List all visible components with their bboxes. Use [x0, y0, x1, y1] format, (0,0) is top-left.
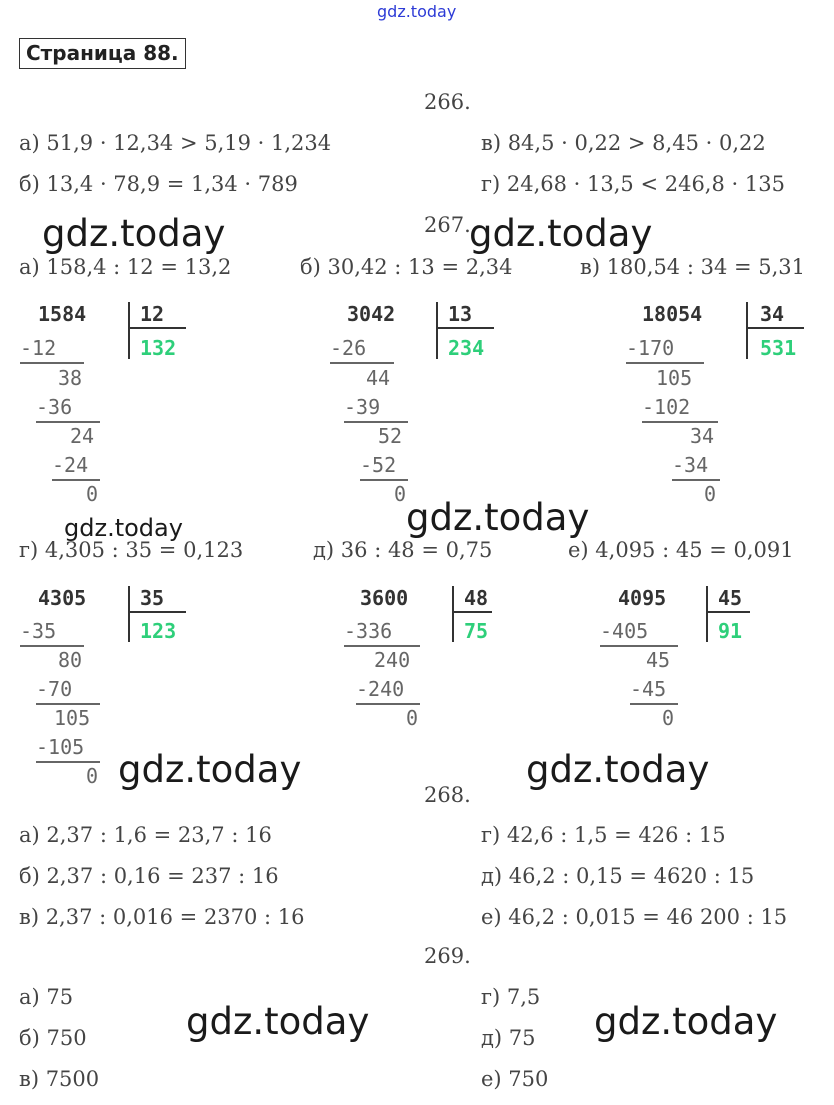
subtrahend: -170 [626, 336, 675, 360]
remainder: 0 [86, 482, 99, 506]
subtrahend: -45 [630, 677, 667, 701]
remainder: 0 [86, 764, 99, 788]
divisor: 48 [464, 586, 489, 610]
ex267-v: в) 180,54 : 34 = 5,31 [580, 255, 806, 279]
subtrahend: -12 [20, 336, 57, 360]
quotient: 132 [140, 336, 177, 360]
exercise-267-number: 267. [424, 213, 471, 237]
divisor: 12 [140, 302, 165, 326]
ex267-e: е) 4,095 : 45 = 0,091 [568, 538, 794, 562]
quotient: 234 [448, 336, 485, 360]
remainder: 52 [378, 424, 403, 448]
remainder: 80 [58, 648, 83, 672]
remainder: 0 [704, 482, 717, 506]
subtrahend: -36 [36, 395, 73, 419]
remainder: 105 [54, 706, 91, 730]
ex267-g: г) 4,305 : 35 = 0,123 [19, 538, 244, 562]
subtrahend: -52 [360, 453, 397, 477]
divisor: 34 [760, 302, 785, 326]
ex268-a: а) 2,37 : 1,6 = 23,7 : 16 [19, 823, 272, 847]
subtrahend: -70 [36, 677, 73, 701]
ex266-v: в) 84,5 · 0,22 > 8,45 · 0,22 [481, 131, 766, 155]
ex267-b: б) 30,42 : 13 = 2,34 [300, 255, 513, 279]
ex269-e: е) 750 [481, 1067, 549, 1091]
watermark: gdz.today [469, 212, 653, 255]
exercise-266-number: 266. [424, 90, 471, 114]
ex266-a: а) 51,9 · 12,34 > 5,19 · 1,234 [19, 131, 332, 155]
remainder: 0 [406, 706, 419, 730]
subtrahend: -336 [344, 619, 393, 643]
top-watermark: gdz.today [377, 2, 457, 21]
ex267-d: д) 36 : 48 = 0,75 [313, 538, 493, 562]
watermark: gdz.today [186, 1000, 370, 1043]
divisor: 13 [448, 302, 473, 326]
dividend: 3600 [360, 586, 409, 610]
ex266-g: г) 24,68 · 13,5 < 246,8 · 135 [481, 172, 785, 196]
ex266-b: б) 13,4 · 78,9 = 1,34 · 789 [19, 172, 298, 196]
remainder: 45 [646, 648, 671, 672]
exercise-269-number: 269. [424, 944, 471, 968]
ex268-v: в) 2,37 : 0,016 = 2370 : 16 [19, 905, 305, 929]
ex268-d: д) 46,2 : 0,15 = 4620 : 15 [481, 864, 755, 888]
subtrahend: -240 [356, 677, 405, 701]
dividend: 1584 [38, 302, 87, 326]
divisor: 35 [140, 586, 165, 610]
subtrahend: -39 [344, 395, 381, 419]
ex267-a: а) 158,4 : 12 = 13,2 [19, 255, 232, 279]
quotient: 531 [760, 336, 797, 360]
exercise-268-number: 268. [424, 783, 471, 807]
subtrahend: -24 [52, 453, 89, 477]
ex268-b: б) 2,37 : 0,16 = 237 : 16 [19, 864, 279, 888]
watermark: gdz.today [42, 212, 226, 255]
quotient: 75 [464, 619, 489, 643]
ex268-e: е) 46,2 : 0,015 = 46 200 : 15 [481, 905, 788, 929]
ex268-g: г) 42,6 : 1,5 = 426 : 15 [481, 823, 726, 847]
remainder: 44 [366, 366, 391, 390]
remainder: 0 [662, 706, 675, 730]
ex269-g: г) 7,5 [481, 985, 541, 1009]
remainder: 0 [394, 482, 407, 506]
subtrahend: -105 [36, 735, 85, 759]
dividend: 18054 [642, 302, 703, 326]
quotient: 123 [140, 619, 177, 643]
remainder: 240 [374, 648, 411, 672]
dividend: 4305 [38, 586, 87, 610]
page-title: Страница 88. [19, 38, 186, 69]
dividend: 4095 [618, 586, 667, 610]
remainder: 24 [70, 424, 95, 448]
divisor: 45 [718, 586, 743, 610]
subtrahend: -35 [20, 619, 57, 643]
watermark: gdz.today [406, 496, 590, 539]
subtrahend: -34 [672, 453, 709, 477]
watermark: gdz.today [526, 748, 710, 791]
remainder: 105 [656, 366, 693, 390]
watermark: gdz.today [594, 1000, 778, 1043]
ex269-a: а) 75 [19, 985, 74, 1009]
watermark: gdz.today [64, 514, 183, 542]
dividend: 3042 [347, 302, 396, 326]
subtrahend: -26 [330, 336, 367, 360]
watermark: gdz.today [118, 748, 302, 791]
quotient: 91 [718, 619, 743, 643]
subtrahend: -405 [600, 619, 649, 643]
ex269-v: в) 7500 [19, 1067, 100, 1091]
ex269-b: б) 750 [19, 1026, 87, 1050]
remainder: 38 [58, 366, 83, 390]
remainder: 34 [690, 424, 715, 448]
subtrahend: -102 [642, 395, 691, 419]
ex269-d: д) 75 [481, 1026, 536, 1050]
